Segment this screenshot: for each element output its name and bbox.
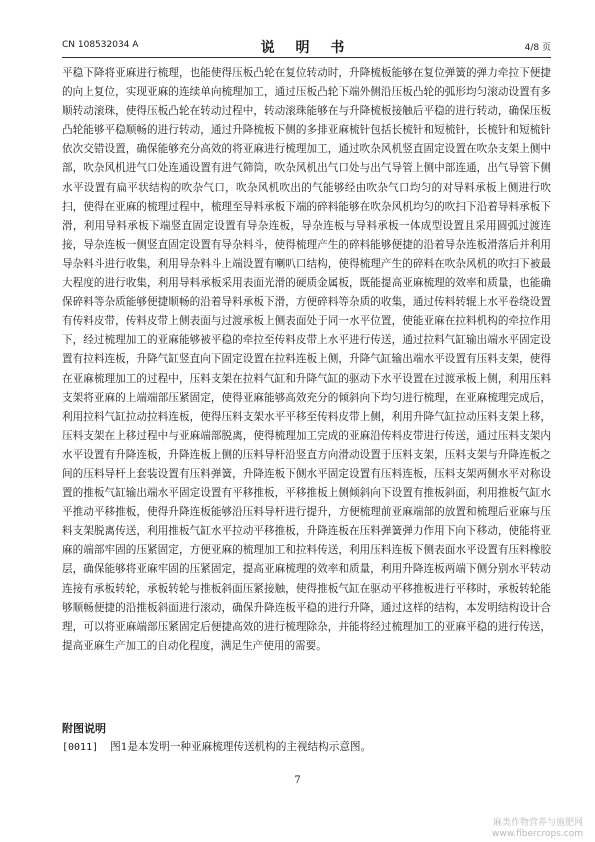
header-rule <box>62 57 551 58</box>
page-number: 7 <box>294 775 301 786</box>
page-indicator: 4/8 页 <box>524 43 551 53</box>
patent-number: CN 108532034 A <box>62 40 139 50</box>
section-title: 附图说明 <box>62 722 106 735</box>
page-header <box>62 38 551 54</box>
document-title: 说 明 书 <box>260 40 353 56</box>
watermark-url: www.fibercrops.com <box>492 829 583 839</box>
watermark <box>492 818 583 840</box>
figure-description-text: 图1是本发明一种亚麻梳理传送机构的主视结构示意图。 <box>110 741 372 753</box>
paragraph-number: [0011] <box>62 742 99 753</box>
body-paragraph: 平稳下降将亚麻进行梳理，也能使得压板凸轮在复位转动时，升降梳板能够在复位弹簧的弹力牵拉下便捷的向上复位，实现亚麻的连续单向梳理加工，通过压板凸轮下端外侧沿压板凸轮的弧形均匀滚动设置有多顺转动滚珠，使得压板凸轮在转动过程中，转动滚珠能够在与升降梳板接触后平稳的进行转动，确保压板凸轮能够平稳顺畅的进行转动，通过升降梳板下侧的多排亚麻梳针包括长梳针和短梳针，长梳针和短梳针依次交错设置，确保能够充分高效的将亚麻进行梳理加工，通过吹杂风机竖直固定设置在吹杂支架上侧中部，吹杂风机进气口处连通设置有进气筛筒，吹杂风机出气口处与出气导管上侧中部连通，出气导管下侧水平设置有扁平状结构的吹杂气口，吹杂风机吹出的气能够经由吹杂气口均匀的对导料承板上侧进行吹扫，使得在亚麻的梳理过程中，梳理至导料承板下端的碎料能够在吹杂风机均匀的吹扫下沿着导料承板下滑，利用导料承板下端竖直固定设置有导杂连板，导杂连板与导料承板一体成型设置且采用圆弧过渡连接，导杂连板一侧竖直固定设置有导杂料斗，使得梳理产生的碎料能够便捷的沿着导杂连板滑落后并利用导杂料斗进行收集，利用导杂料斗上端设置有喇叭口结构，使得梳理产生的碎料在吹杂风机的吹扫下被最大程度的进行收集，利用导料承板采用表面光滑的硬质金属板，既能提高亚麻梳理的效率和质量，也能确保碎料等杂质能够便捷顺畅的沿着导料承板下滑，方便碎料等杂质的收集，通过传料转辊上水平卷绕设置有传料皮带，传料皮带上侧表面与过渡承板上侧表面处于同一水平位置，使能亚麻在拉料机构的牵拉作用下，经过梳理加工的亚麻能够被平稳的牵拉至传料皮带上水平进行传送，通过拉料气缸输出端水平固定设置有拉料连板，升降气缸竖直向下固定设置在拉料连板上侧，升降气缸输出端水平设置有压料支架，使得在亚麻梳理加工的过程中，压料支架在拉料气缸和升降气缸的驱动下水平设置在过渡承板上侧，利用压料支架将亚麻的上端端部压紧固定，使得亚麻能够高效充分的倾斜向下均匀进行梳理，在亚麻梳理完成后，利用拉料气缸拉动拉料连板，使得压料支架水平平移至传料皮带上侧，利用升降气缸拉动压料支架上移，压料支架在上移过程中与亚麻端部脱离，使得梳理加工完成的亚麻沿传料皮带进行传送，通过压料支架内水平设置有升降连板，升降连板上侧的压料导杆沿竖直方向滑动设置于压料支架，压料支架与升降连板之间的压料导杆上套装设置有压料弹簧，升降连板下侧水平固定设置有压料连板，压料支架两侧水平对称设置的推板气缸输出端水平固定设置有平移推板，平移推板上侧倾斜向下设置有推板斜面，利用推板气缸水平推动平移推板，使得升降连板能够沿压料导杆进行提升，方便梳理前亚麻端部的放置和梳理后亚麻与压料支架脱离传送，利用推板气缸水平拉动平移推板，升降连板在压料弹簧弹力作用下向下移动，使能将亚麻的端部牢固的压紧固定，方便亚麻的梳理加工和拉料传送，利用压料连板下侧表面水平设置有压料橡胶层，确保能够将亚麻牢固的压紧固定，提高亚麻梳理的效率和质量，利用升降连板两端下侧分别水平转动连接有承板转轮，承板转轮与推板斜面压紧接触，使得推板气缸在驱动平移推板进行平移时，承板转轮能够顺畅便捷的沿推板斜面进行滚动，确保升降连板平稳的进行升降，通过这样的结构，本发明结构设计合理，可以将亚麻端部压紧固定后便捷高效的进行梳理除杂，并能将经过梳理加工的亚麻平稳的进行传送，提高亚麻生产加工的自动化程度，满足生产使用的需要。 <box>62 67 551 652</box>
watermark-name: 麻类作物营养与施肥网 <box>492 818 583 828</box>
figure-description <box>62 739 371 754</box>
